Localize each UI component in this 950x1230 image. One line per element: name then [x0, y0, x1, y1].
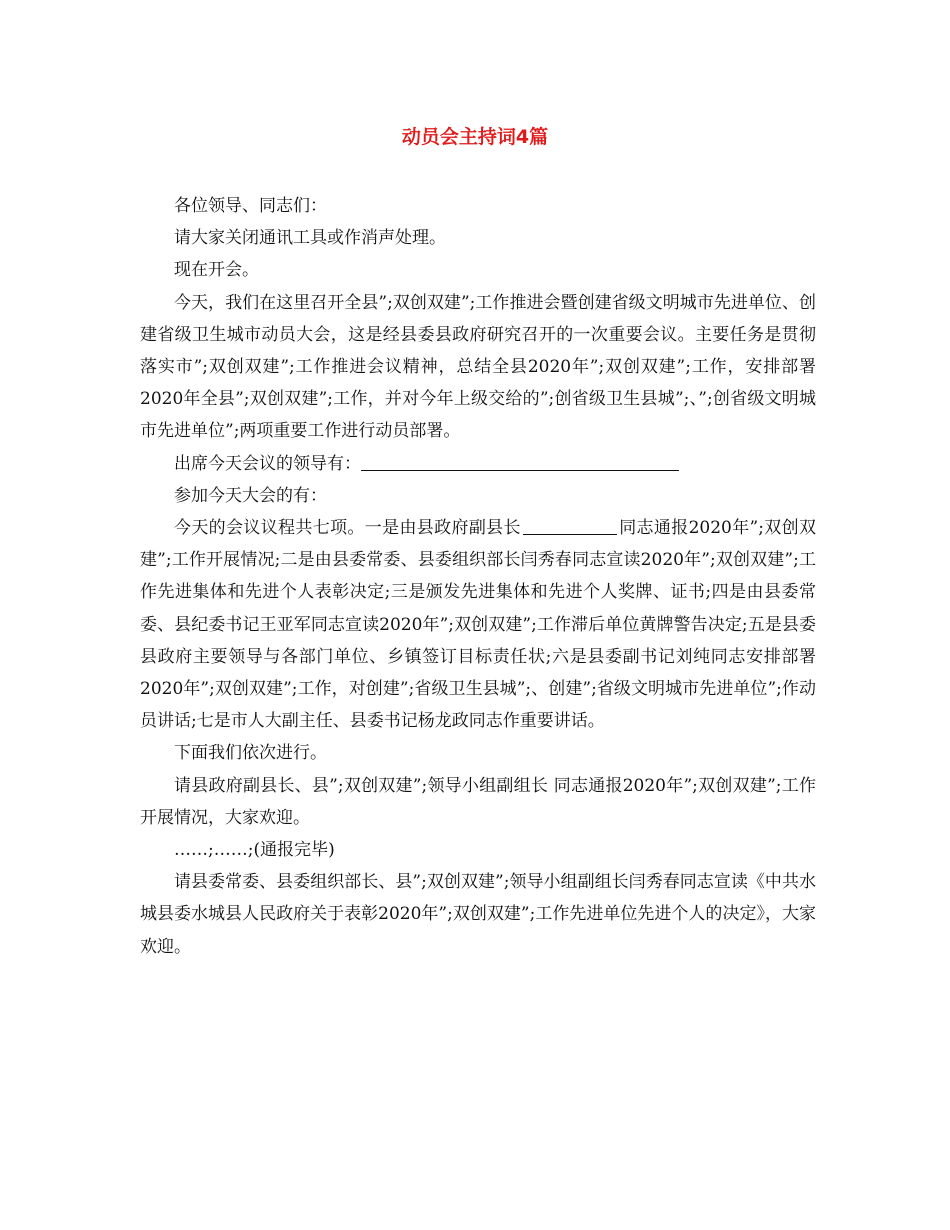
document-body	[140, 190, 816, 963]
proceed-paragraph: 下面我们依次进行。	[174, 743, 327, 764]
invite-paragraph-1: 请县政府副县长、县”;双创双建”;领导小组副组长 同志通报2020年”;双创双建”;工作开展情况，大家欢迎。	[140, 775, 816, 828]
phones-paragraph: 请大家关闭通讯工具或作消声处理。	[174, 228, 446, 249]
leaders-blank-line	[361, 450, 679, 471]
invite-paragraph-2: 请县委常委、县委组织部长、县”;双创双建”;领导小组副组长闫秀春同志宣读《中共水城县委水城县人民政府关于表彰2020年”;双创双建”;工作先进单位先进个人的决定》，大家欢迎。	[140, 872, 816, 957]
leaders-label: 出席今天会议的领导有：	[174, 453, 361, 474]
open-paragraph: 现在开会。	[174, 260, 259, 281]
leaders-paragraph	[140, 448, 816, 480]
document-title: 动员会主持词4篇	[401, 126, 549, 148]
report-done-paragraph: ……;……;(通报完毕)	[174, 840, 335, 861]
attendees-paragraph: 参加今天大会的有：	[174, 485, 327, 506]
agenda-blank-line	[523, 514, 617, 535]
greeting-paragraph: 各位领导、同志们：	[174, 196, 327, 216]
intro-paragraph: 今天，我们在这里召开全县”;双创双建”;工作推进会暨创建省级文明城市先进单位、创建省级卫生城市动员大会，这是经县委县政府研究召开的一次重要会议。主要任务是贯彻落实市”;双创双建”;工作推进会议精神，总结全县2020年”;双创双建”;工作，安排部署2020年全县”;双创双建”;工作，并对今年上级交给的”;创省级卫生县城”;、”;创省级文明城市先进单位”;两项重要工作进行动员部署。	[140, 292, 816, 442]
agenda-paragraph	[140, 512, 816, 737]
agenda-text-part1: 今天的会议议程共七项。一是由县政府副县长	[174, 518, 521, 539]
agenda-text-part2: 同志通报2020年”;双创双建”;工作开展情况;二是由县委常委、县委组织部长闫秀春同志宣读2020年”;双创双建”;工作先进集体和先进个人表彰决定;三是颁发先进集体和先进个人奖牌、证书;四是由县委常委、县纪委书记王亚军同志宣读2020年”;双创双建”;工作滞后单位黄牌警告决定;五是县委县政府主要领导与各部门单位、乡镇签订目标责任状;六是县委副书记刘纯同志安排部署2020年”;双创双建”;工作，对创建”;省级卫生县城”;、创建”;省级文明城市先进单位”;作动员讲话;七是市人大副主任、县委书记杨龙政同志作重要讲话。	[140, 518, 816, 732]
